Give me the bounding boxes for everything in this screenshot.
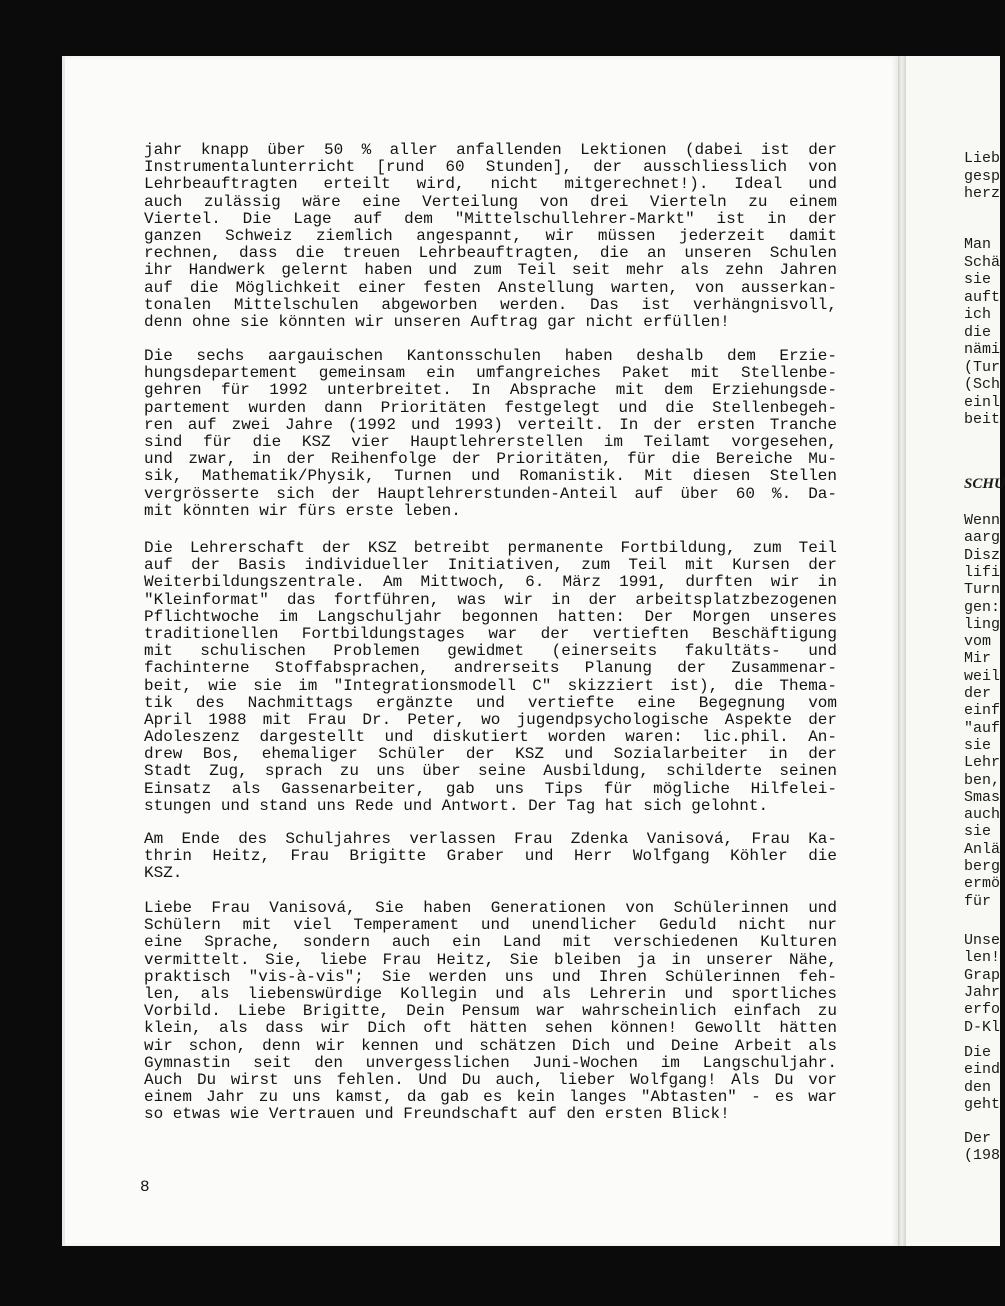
- text-line: jahr knapp über 50 % aller anfallenden Lektionen (dabei ist der: [144, 141, 837, 159]
- text-line: Die Lehrerschaft der KSZ betreibt permanente Fortbildung, zum Teil: [144, 539, 837, 557]
- paragraph-3: [144, 540, 837, 815]
- paragraph-2: [144, 348, 837, 520]
- text-line: vermittelt. Sie, liebe Frau Heitz, Sie bleiben ja in unserer Nähe,: [144, 950, 837, 969]
- text-line: praktisch "vis-à-vis"; Sie werden uns und Ihren Schülerinnen feh-: [144, 967, 837, 986]
- right-page-line: D-Kl: [964, 1018, 1001, 1036]
- text-line: Vorbild. Liebe Brigitte, Dein Pensum war wahrscheinlich einfach zu: [144, 1002, 837, 1021]
- paragraph-1: [144, 142, 837, 331]
- right-page-line: gen:: [964, 598, 1001, 616]
- text-line: partement wurden dann Prioritäten festgelegt und die Stellenbegeh-: [144, 398, 837, 417]
- right-page-line: ermö: [964, 875, 1001, 893]
- right-page-line: einl: [964, 393, 1001, 411]
- text-line: wir schon, denn wir kennen und schätzen Dich und Deine Arbeit als: [144, 1036, 837, 1055]
- right-page-line: sie: [964, 271, 992, 288]
- right-page-line: Die: [964, 1044, 992, 1061]
- text-line: Einsatz als Gassenarbeiter, gab uns Tips für mögliche Hilfelei-: [144, 779, 837, 798]
- text-line: ihr Handwerk gelernt haben und zum Teil seit mehr als zehn Jahren: [144, 261, 837, 280]
- right-page-line: Smas: [964, 788, 1001, 806]
- text-line: April 1988 mit Frau Dr. Peter, wo jugendpsychologische Aspekte der: [144, 710, 837, 729]
- text-line: mit schulischen Problemen gewidmet (einerseits fakultäts- und: [144, 642, 837, 661]
- right-page-line: sie: [964, 736, 992, 754]
- text-line: len, als liebenswürdige Kollegin und als Lehrerin und sportliches: [144, 984, 837, 1003]
- right-page-line: Lehr: [964, 754, 1001, 772]
- right-page-line: einf: [964, 702, 1001, 720]
- right-page-line: den: [964, 1078, 992, 1096]
- right-page-line: Der: [964, 1130, 992, 1147]
- right-page-line: ich: [964, 306, 992, 323]
- right-page-line: Schä: [964, 253, 1001, 271]
- book-gutter: [898, 56, 906, 1246]
- text-line: drew Bos, ehemaliger Schüler der KSZ und Sozialarbeiter in der: [144, 745, 837, 764]
- paragraph-4: [144, 831, 837, 883]
- right-page-line: der: [964, 685, 992, 702]
- text-line: klein, als dass wir Dich oft hätten sehen können! Gewollt hätten: [144, 1019, 837, 1038]
- text-line: Instrumentalunterricht [rund 60 Stunden], der ausschliesslich von: [144, 158, 837, 177]
- text-line: Lehrbeauftragten erteilt wird, nicht mitgerechnet!). Ideal und: [144, 175, 837, 194]
- right-page-line: berg: [964, 858, 1001, 875]
- right-page-line: für: [964, 892, 992, 910]
- right-page-line: (198: [964, 1147, 1001, 1165]
- right-page-line: auft: [964, 288, 1001, 306]
- text-line: denn ohne sie könnten wir unseren Auftrag gar nicht erfüllen!: [144, 312, 730, 331]
- right-page-line: ling: [964, 615, 1001, 633]
- text-line: so etwas wie Vertrauen und Freundschaft auf den ersten Blick!: [144, 1105, 730, 1124]
- right-page-line: Turn: [964, 581, 1001, 599]
- text-line: ren auf zwei Jahre (1992 und 1993) verteilt. In der ersten Tranche: [144, 415, 837, 434]
- text-line: Die sechs aargauischen Kantonsschulen haben deshalb dem Erzie-: [144, 347, 837, 365]
- right-page-line: gesp: [964, 167, 1001, 185]
- text-line: sind für die KSZ vier Hauptlehrerstellen im Teilamt vorgesehen,: [144, 432, 837, 451]
- page-number: 8: [140, 1178, 150, 1196]
- text-line: und zwar, in der Reihenfolge der Prioritäten, für die Bereiche Mu-: [144, 450, 837, 469]
- right-page-line: eind: [964, 1061, 1001, 1079]
- text-line: hungsdepartement gemeinsam ein umfangreiches Paket mit Stellenbe-: [144, 364, 837, 383]
- right-page-line: (Sch: [964, 376, 1001, 393]
- text-line: beit, wie sie im "Integrationsmodell C" skizziert ist), die Thema-: [144, 676, 837, 695]
- right-page-line: erfo: [964, 1001, 1001, 1019]
- text-line: Stadt Zug, sprach zu uns über seine Ausbildung, schilderte seinen: [144, 762, 837, 781]
- text-line: eine Sprache, sondern auch ein Land mit verschiedenen Kulturen: [144, 933, 837, 952]
- text-line: traditionellen Fortbildungstages war der vertieften Beschäftigung: [144, 624, 837, 643]
- page-edge: [62, 56, 65, 1246]
- right-page-line: beit: [964, 411, 1001, 428]
- right-page-line: geht: [964, 1095, 1001, 1113]
- right-page-line: weil: [964, 667, 1001, 685]
- paragraph-5: [144, 900, 837, 1123]
- text-line: gehren für 1992 unterbreitet. In Absprache mit dem Erziehungsde-: [144, 381, 837, 400]
- right-page-line: Wenn: [964, 512, 1001, 529]
- text-line: Weiterbildungszentrale. Am Mittwoch, 6. März 1991, durften wir in: [144, 573, 837, 592]
- text-line: rechnen, dass die treuen Lehrbeauftragten, die an unseren Schulen: [144, 244, 837, 263]
- text-line: Am Ende des Schuljahres verlassen Frau Zdenka Vanisová, Frau Ka-: [144, 830, 837, 848]
- text-line: thrin Heitz, Frau Brigitte Graber und Herr Wolfgang Köhler die: [144, 847, 837, 866]
- text-line: tik des Nachmittags ergänzte und vertiefte eine Begegnung vom: [144, 693, 837, 712]
- text-line: Pflichtwoche im Langschuljahr begonnen hatten: Der Morgen unseres: [144, 607, 837, 626]
- right-page-line: aarg: [964, 529, 1001, 547]
- text-line: auf die Möglichkeit einer festen Anstellung warten, von ausserkan-: [144, 278, 837, 297]
- right-page-line: Anlä: [964, 840, 1001, 858]
- text-line: "Kleinformat" das fortführen, was wir in der arbeitsplatzbezogenen: [144, 590, 837, 609]
- right-page-line: Mir: [964, 650, 992, 668]
- text-line: auf der Basis individueller Initiativen, zum Teil mit Kursen der: [144, 556, 837, 575]
- right-page-line: Lieb: [964, 150, 1001, 167]
- text-line: Adoleszenz dargestellt und diskutiert worden waren: lic.phil. An-: [144, 728, 837, 747]
- right-page-line: Unse: [964, 932, 1001, 949]
- text-line: KSZ.: [144, 864, 183, 883]
- text-line: vergrösserte sich der Hauptlehrerstunden-Anteil auf über 60 %. Da-: [144, 484, 837, 503]
- text-line: fachinterne Stoffabsprachen, andrerseits Planung der Zusammenar-: [144, 659, 837, 678]
- right-page-line: Disz: [964, 546, 1001, 564]
- right-page-line: die: [964, 323, 992, 341]
- right-page-line: len!: [964, 949, 1001, 967]
- right-page-line: ben,: [964, 771, 1001, 789]
- text-line: ganzen Schweiz ziemlich angespannt, wir müssen jederzeit damit: [144, 226, 837, 245]
- right-page-line: vom: [964, 633, 992, 651]
- text-line: mit könnten wir fürs erste leben.: [144, 501, 461, 520]
- text-line: sik, Mathematik/Physik, Turnen und Romanistik. Mit diesen Stellen: [144, 467, 837, 486]
- right-page-line: lifi: [964, 563, 1001, 581]
- text-line: auch zulässig wäre eine Verteilung von drei Vierteln zu einem: [144, 192, 837, 211]
- right-page-line: sie: [964, 823, 992, 841]
- right-page-line: nämi: [964, 341, 1001, 358]
- text-line: Liebe Frau Vanisová, Sie haben Generationen von Schülerinnen und: [144, 899, 837, 917]
- text-line: stungen und stand uns Rede und Antwort. Der Tag hat sich gelohnt.: [144, 796, 769, 815]
- right-page-line: auch: [964, 806, 1001, 824]
- right-page-line: herz: [964, 185, 1001, 202]
- text-line: einem Jahr zu uns kamst, da gab es kein langes "Abtasten" - es war: [144, 1088, 837, 1107]
- right-page-heading: SCHU: [964, 476, 1005, 492]
- text-line: Schülern mit viel Temperament und unendlicher Geduld nicht nur: [144, 916, 837, 935]
- text-line: tonalen Mittelschulen abgeworben werden. Das ist verhängnisvoll,: [144, 295, 837, 314]
- text-line: Gymnastin seit den unvergesslichen Juni-Wochen im Langschuljahr.: [144, 1053, 837, 1072]
- right-page-line: "auf: [964, 719, 1001, 737]
- text-line: Viertel. Die Lage auf dem "Mittelschullehrer-Markt" ist in der: [144, 209, 837, 228]
- right-page-line: Grap: [964, 966, 1001, 984]
- right-page-line: Man: [964, 236, 992, 253]
- right-page-line: (Tur: [964, 358, 1001, 376]
- text-line: Auch Du wirst uns fehlen. Und Du auch, lieber Wolfgang! Als Du vor: [144, 1070, 837, 1089]
- right-page-line: Jahr: [964, 983, 1001, 1001]
